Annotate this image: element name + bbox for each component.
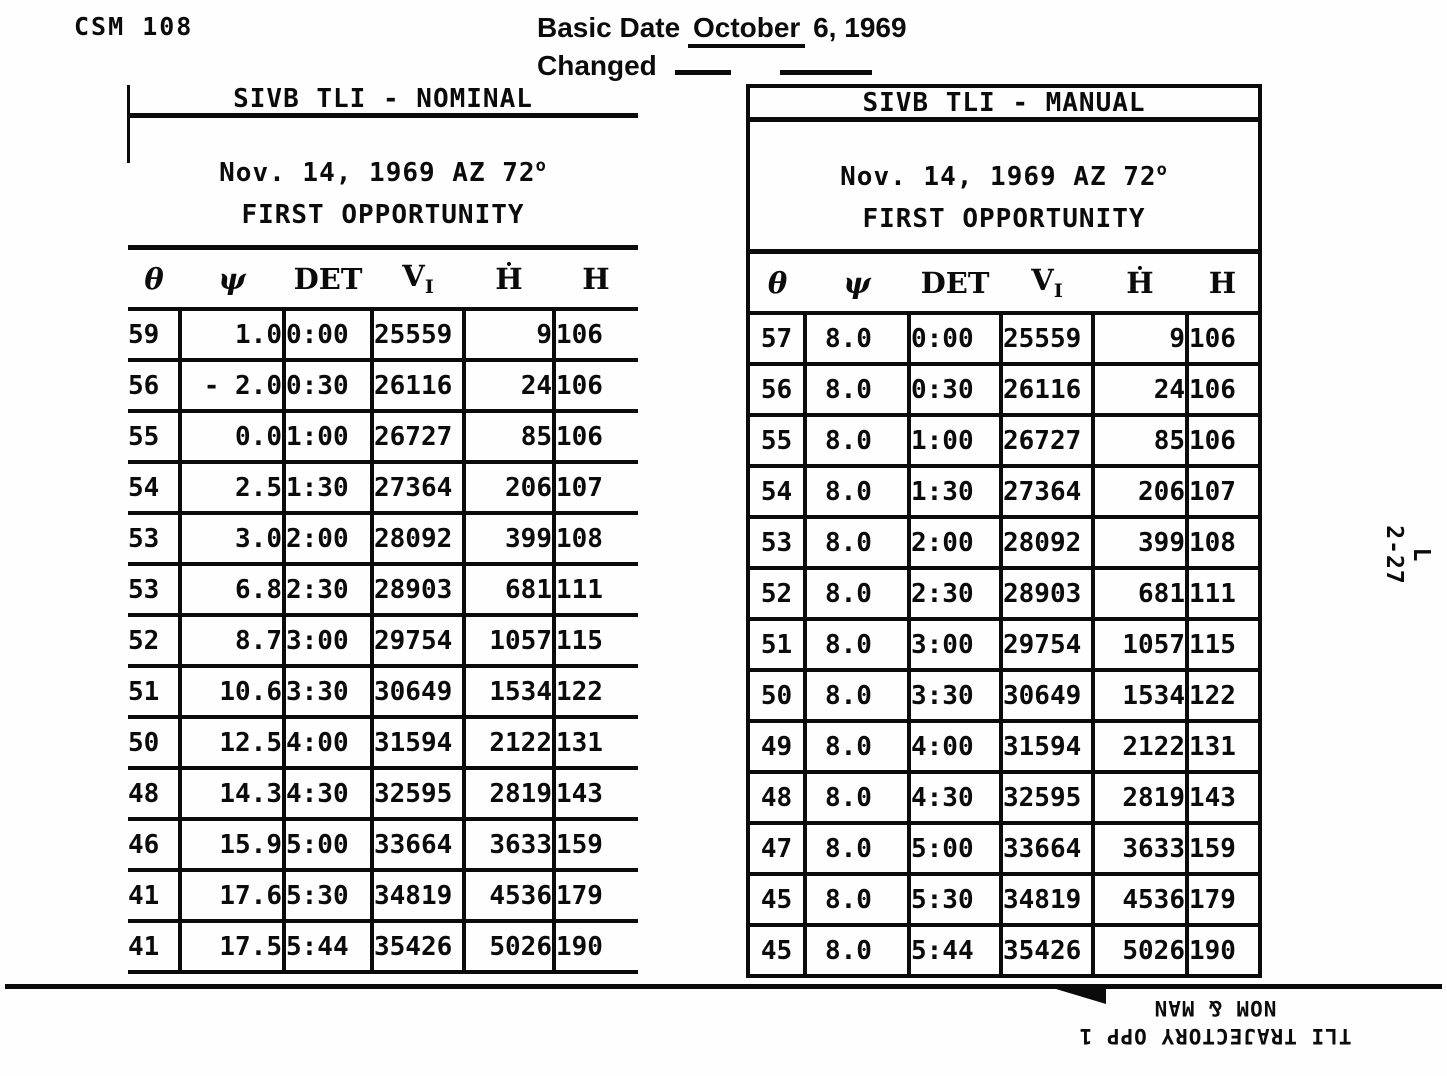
cell-theta: 46 bbox=[128, 819, 180, 870]
table-row bbox=[750, 466, 1258, 517]
cell-vi: 35426 bbox=[1001, 925, 1093, 976]
table-row bbox=[750, 925, 1258, 976]
degree-mark: o bbox=[535, 156, 547, 176]
cell-h: 122 bbox=[1187, 670, 1258, 721]
cell-det: 5:30 bbox=[909, 874, 1001, 925]
table-row bbox=[128, 870, 638, 921]
cell-theta: 54 bbox=[750, 466, 805, 517]
cell-h: 108 bbox=[554, 513, 638, 564]
cell-vi: 28903 bbox=[1001, 568, 1093, 619]
cell-theta: 47 bbox=[750, 823, 805, 874]
cell-det: 2:00 bbox=[284, 513, 372, 564]
cell-det: 1:30 bbox=[909, 466, 1001, 517]
cell-h: 143 bbox=[1187, 772, 1258, 823]
cell-det: 5:44 bbox=[909, 925, 1001, 976]
cell-hdot: 24 bbox=[464, 360, 554, 411]
col-header-vi: $V_I$ bbox=[1031, 263, 1063, 302]
changed-blank-2 bbox=[780, 50, 872, 75]
cell-theta: 54 bbox=[128, 462, 180, 513]
table-row bbox=[128, 564, 638, 615]
cell-hdot: 4536 bbox=[1093, 874, 1187, 925]
cell-det: 1:00 bbox=[284, 411, 372, 462]
table-row bbox=[750, 772, 1258, 823]
column-header-row bbox=[750, 254, 1258, 311]
fold-tab-title: TLI TRAJECTORY OPP 1 bbox=[1078, 1024, 1352, 1048]
cell-psi: 12.5 bbox=[180, 717, 284, 768]
cell-h: 108 bbox=[1187, 517, 1258, 568]
basic-date-label: Basic Date bbox=[537, 12, 681, 43]
cell-det: 4:30 bbox=[284, 768, 372, 819]
cell-det: 2:30 bbox=[284, 564, 372, 615]
cell-theta: 57 bbox=[750, 313, 805, 364]
cell-det: 4:30 bbox=[909, 772, 1001, 823]
table-title: SIVB TLI - NOMINAL bbox=[128, 84, 638, 118]
cell-hdot: 24 bbox=[1093, 364, 1187, 415]
cell-vi: 34819 bbox=[1001, 874, 1093, 925]
cell-theta: 41 bbox=[128, 921, 180, 972]
basic-date-month: October bbox=[688, 12, 805, 48]
col-header-h: H bbox=[582, 261, 610, 296]
cell-h: 106 bbox=[554, 411, 638, 462]
cell-h: 111 bbox=[1187, 568, 1258, 619]
cell-vi: 30649 bbox=[1001, 670, 1093, 721]
cell-vi: 33664 bbox=[372, 819, 464, 870]
cell-theta: 51 bbox=[750, 619, 805, 670]
table-row bbox=[750, 517, 1258, 568]
cell-det: 2:00 bbox=[909, 517, 1001, 568]
cell-psi: 8.0 bbox=[805, 925, 909, 976]
table-opportunity-subtitle: FIRST OPPORTUNITY bbox=[862, 204, 1146, 234]
column-header-row bbox=[128, 250, 638, 307]
cell-theta: 48 bbox=[128, 768, 180, 819]
cell-h: 179 bbox=[1187, 874, 1258, 925]
cell-det: 4:00 bbox=[284, 717, 372, 768]
cell-det: 3:00 bbox=[284, 615, 372, 666]
cell-hdot: 2122 bbox=[464, 717, 554, 768]
table-row bbox=[128, 411, 638, 462]
table-sivb-tli-nominal bbox=[128, 84, 638, 974]
page-letter: L bbox=[1408, 547, 1434, 563]
cell-vi: 29754 bbox=[372, 615, 464, 666]
cell-theta: 53 bbox=[128, 564, 180, 615]
cell-det: 5:00 bbox=[909, 823, 1001, 874]
table-row bbox=[750, 619, 1258, 670]
cell-theta: 53 bbox=[128, 513, 180, 564]
cell-hdot: 2819 bbox=[464, 768, 554, 819]
cell-h: 111 bbox=[554, 564, 638, 615]
cell-h: 143 bbox=[554, 768, 638, 819]
data-grid-manual bbox=[750, 311, 1258, 978]
table-row bbox=[750, 670, 1258, 721]
cell-hdot: 85 bbox=[1093, 415, 1187, 466]
basic-date-rest: 6, 1969 bbox=[813, 12, 907, 43]
cell-det: 5:30 bbox=[284, 870, 372, 921]
cell-vi: 25559 bbox=[372, 309, 464, 360]
changed-blank-1 bbox=[675, 50, 731, 75]
cell-hdot: 5026 bbox=[1093, 925, 1187, 976]
cell-vi: 26116 bbox=[372, 360, 464, 411]
cell-vi: 28092 bbox=[372, 513, 464, 564]
cell-det: 3:00 bbox=[909, 619, 1001, 670]
cell-theta: 51 bbox=[128, 666, 180, 717]
cell-theta: 48 bbox=[750, 772, 805, 823]
cell-vi: 29754 bbox=[1001, 619, 1093, 670]
table-row bbox=[128, 768, 638, 819]
table-date-subtitle bbox=[128, 156, 638, 188]
col-header-vi: $V_I$ bbox=[402, 259, 434, 298]
cell-psi: 8.7 bbox=[180, 615, 284, 666]
spacecraft-id: CSM 108 bbox=[74, 12, 194, 41]
fold-tab-subtitle: NOM & MAN bbox=[1153, 996, 1277, 1020]
cell-theta: 55 bbox=[750, 415, 805, 466]
cell-theta: 56 bbox=[128, 360, 180, 411]
table-row bbox=[128, 666, 638, 717]
cell-hdot: 3633 bbox=[464, 819, 554, 870]
cell-vi: 32595 bbox=[372, 768, 464, 819]
col-header-hdot: Ḣ bbox=[1126, 265, 1154, 300]
cell-det: 3:30 bbox=[909, 670, 1001, 721]
cell-hdot: 399 bbox=[1093, 517, 1187, 568]
table-row bbox=[750, 823, 1258, 874]
cell-theta: 53 bbox=[750, 517, 805, 568]
col-header-det: DET bbox=[920, 265, 990, 300]
cell-psi: 8.0 bbox=[805, 874, 909, 925]
table-row bbox=[750, 568, 1258, 619]
date-text: Nov. 14, 1969 AZ 72 bbox=[840, 162, 1157, 192]
table-sivb-tli-manual bbox=[746, 84, 1262, 978]
cell-vi: 26727 bbox=[372, 411, 464, 462]
cell-psi: 0.0 bbox=[180, 411, 284, 462]
col-header-psi: ψ bbox=[843, 265, 871, 300]
cell-det: 1:00 bbox=[909, 415, 1001, 466]
cell-theta: 50 bbox=[128, 717, 180, 768]
cell-psi: 8.0 bbox=[805, 670, 909, 721]
cell-vi: 28092 bbox=[1001, 517, 1093, 568]
cell-vi: 28903 bbox=[372, 564, 464, 615]
cell-psi: 2.5 bbox=[180, 462, 284, 513]
table-row bbox=[128, 921, 638, 972]
cell-theta: 55 bbox=[128, 411, 180, 462]
table-date-subtitle bbox=[750, 160, 1258, 192]
cell-psi: 1.0 bbox=[180, 309, 284, 360]
table-row bbox=[128, 819, 638, 870]
table-row bbox=[128, 462, 638, 513]
cell-det: 5:00 bbox=[284, 819, 372, 870]
cell-psi: 14.3 bbox=[180, 768, 284, 819]
cell-h: 106 bbox=[554, 309, 638, 360]
cell-theta: 50 bbox=[750, 670, 805, 721]
cell-vi: 33664 bbox=[1001, 823, 1093, 874]
page-number-value: 2-27 bbox=[1381, 525, 1407, 585]
cell-psi: 8.0 bbox=[805, 415, 909, 466]
cell-det: 0:30 bbox=[284, 360, 372, 411]
cell-det: 0:00 bbox=[284, 309, 372, 360]
cell-det: 1:30 bbox=[284, 462, 372, 513]
cell-h: 106 bbox=[1187, 364, 1258, 415]
cell-h: 115 bbox=[554, 615, 638, 666]
cell-hdot: 1057 bbox=[1093, 619, 1187, 670]
table-row bbox=[750, 364, 1258, 415]
page-number bbox=[1380, 500, 1434, 610]
cell-vi: 35426 bbox=[372, 921, 464, 972]
cell-psi: 17.5 bbox=[180, 921, 284, 972]
cell-h: 107 bbox=[1187, 466, 1258, 517]
cell-psi: 8.0 bbox=[805, 517, 909, 568]
table-row bbox=[128, 360, 638, 411]
table-row bbox=[750, 415, 1258, 466]
cell-psi: 8.0 bbox=[805, 721, 909, 772]
cell-psi: 17.6 bbox=[180, 870, 284, 921]
date-text: Nov. 14, 1969 AZ 72 bbox=[219, 158, 536, 188]
table-row bbox=[750, 874, 1258, 925]
table-title: SIVB TLI - MANUAL bbox=[750, 88, 1258, 122]
cell-det: 2:30 bbox=[909, 568, 1001, 619]
cell-h: 159 bbox=[1187, 823, 1258, 874]
left-margin-tick bbox=[127, 85, 130, 163]
col-header-theta: θ bbox=[767, 265, 788, 300]
cell-hdot: 681 bbox=[464, 564, 554, 615]
cell-hdot: 1057 bbox=[464, 615, 554, 666]
cell-h: 190 bbox=[554, 921, 638, 972]
data-grid-nominal bbox=[128, 307, 638, 974]
cell-hdot: 1534 bbox=[464, 666, 554, 717]
cell-psi: 8.0 bbox=[805, 466, 909, 517]
cell-vi: 27364 bbox=[372, 462, 464, 513]
col-header-h: H bbox=[1208, 265, 1237, 300]
table-opportunity-subtitle: FIRST OPPORTUNITY bbox=[241, 200, 525, 230]
cell-h: 106 bbox=[1187, 415, 1258, 466]
cell-psi: 8.0 bbox=[805, 313, 909, 364]
cell-theta: 45 bbox=[750, 925, 805, 976]
cell-hdot: 206 bbox=[1093, 466, 1187, 517]
cell-theta: 52 bbox=[750, 568, 805, 619]
changed-label: Changed bbox=[537, 50, 657, 81]
cell-hdot: 399 bbox=[464, 513, 554, 564]
cell-hdot: 681 bbox=[1093, 568, 1187, 619]
cell-hdot: 9 bbox=[1093, 313, 1187, 364]
table-row bbox=[128, 615, 638, 666]
col-header-psi: ψ bbox=[218, 261, 246, 296]
cell-theta: 59 bbox=[128, 309, 180, 360]
cell-vi: 31594 bbox=[372, 717, 464, 768]
page-bottom-rule bbox=[5, 984, 1442, 989]
fold-tab-caption bbox=[1075, 994, 1355, 1050]
cell-h: 179 bbox=[554, 870, 638, 921]
cell-h: 122 bbox=[554, 666, 638, 717]
cell-theta: 41 bbox=[128, 870, 180, 921]
cell-h: 131 bbox=[1187, 721, 1258, 772]
table-row bbox=[128, 513, 638, 564]
cell-theta: 52 bbox=[128, 615, 180, 666]
cell-psi: 6.8 bbox=[180, 564, 284, 615]
cell-psi: 10.6 bbox=[180, 666, 284, 717]
cell-det: 0:00 bbox=[909, 313, 1001, 364]
cell-theta: 45 bbox=[750, 874, 805, 925]
cell-det: 4:00 bbox=[909, 721, 1001, 772]
cell-det: 5:44 bbox=[284, 921, 372, 972]
cell-hdot: 3633 bbox=[1093, 823, 1187, 874]
cell-vi: 31594 bbox=[1001, 721, 1093, 772]
cell-hdot: 206 bbox=[464, 462, 554, 513]
table-row bbox=[750, 721, 1258, 772]
cell-theta: 56 bbox=[750, 364, 805, 415]
cell-vi: 25559 bbox=[1001, 313, 1093, 364]
cell-psi: 8.0 bbox=[805, 619, 909, 670]
degree-mark: o bbox=[1156, 160, 1168, 180]
changed-line bbox=[537, 50, 872, 82]
cell-hdot: 9 bbox=[464, 309, 554, 360]
cell-vi: 34819 bbox=[372, 870, 464, 921]
table-row bbox=[750, 313, 1258, 364]
cell-psi: 8.0 bbox=[805, 568, 909, 619]
cell-h: 106 bbox=[1187, 313, 1258, 364]
table-row bbox=[128, 309, 638, 360]
cell-hdot: 2819 bbox=[1093, 772, 1187, 823]
col-header-det: DET bbox=[293, 261, 363, 296]
cell-psi: 3.0 bbox=[180, 513, 284, 564]
cell-vi: 26727 bbox=[1001, 415, 1093, 466]
cell-h: 131 bbox=[554, 717, 638, 768]
cell-det: 3:30 bbox=[284, 666, 372, 717]
cell-hdot: 2122 bbox=[1093, 721, 1187, 772]
cell-det: 0:30 bbox=[909, 364, 1001, 415]
cell-hdot: 1534 bbox=[1093, 670, 1187, 721]
cell-hdot: 4536 bbox=[464, 870, 554, 921]
basic-date-line bbox=[537, 12, 907, 44]
cell-vi: 27364 bbox=[1001, 466, 1093, 517]
cell-h: 190 bbox=[1187, 925, 1258, 976]
col-header-hdot: Ḣ bbox=[495, 261, 523, 296]
cell-psi: 8.0 bbox=[805, 772, 909, 823]
cell-h: 107 bbox=[554, 462, 638, 513]
table-row bbox=[128, 717, 638, 768]
cell-theta: 49 bbox=[750, 721, 805, 772]
cell-psi: - 2.0 bbox=[180, 360, 284, 411]
cell-h: 106 bbox=[554, 360, 638, 411]
cell-psi: 15.9 bbox=[180, 819, 284, 870]
cell-h: 115 bbox=[1187, 619, 1258, 670]
cell-hdot: 85 bbox=[464, 411, 554, 462]
col-header-theta: θ bbox=[144, 261, 164, 296]
cell-vi: 32595 bbox=[1001, 772, 1093, 823]
cell-vi: 26116 bbox=[1001, 364, 1093, 415]
cell-psi: 8.0 bbox=[805, 364, 909, 415]
cell-vi: 30649 bbox=[372, 666, 464, 717]
cell-hdot: 5026 bbox=[464, 921, 554, 972]
cell-h: 159 bbox=[554, 819, 638, 870]
cell-psi: 8.0 bbox=[805, 823, 909, 874]
